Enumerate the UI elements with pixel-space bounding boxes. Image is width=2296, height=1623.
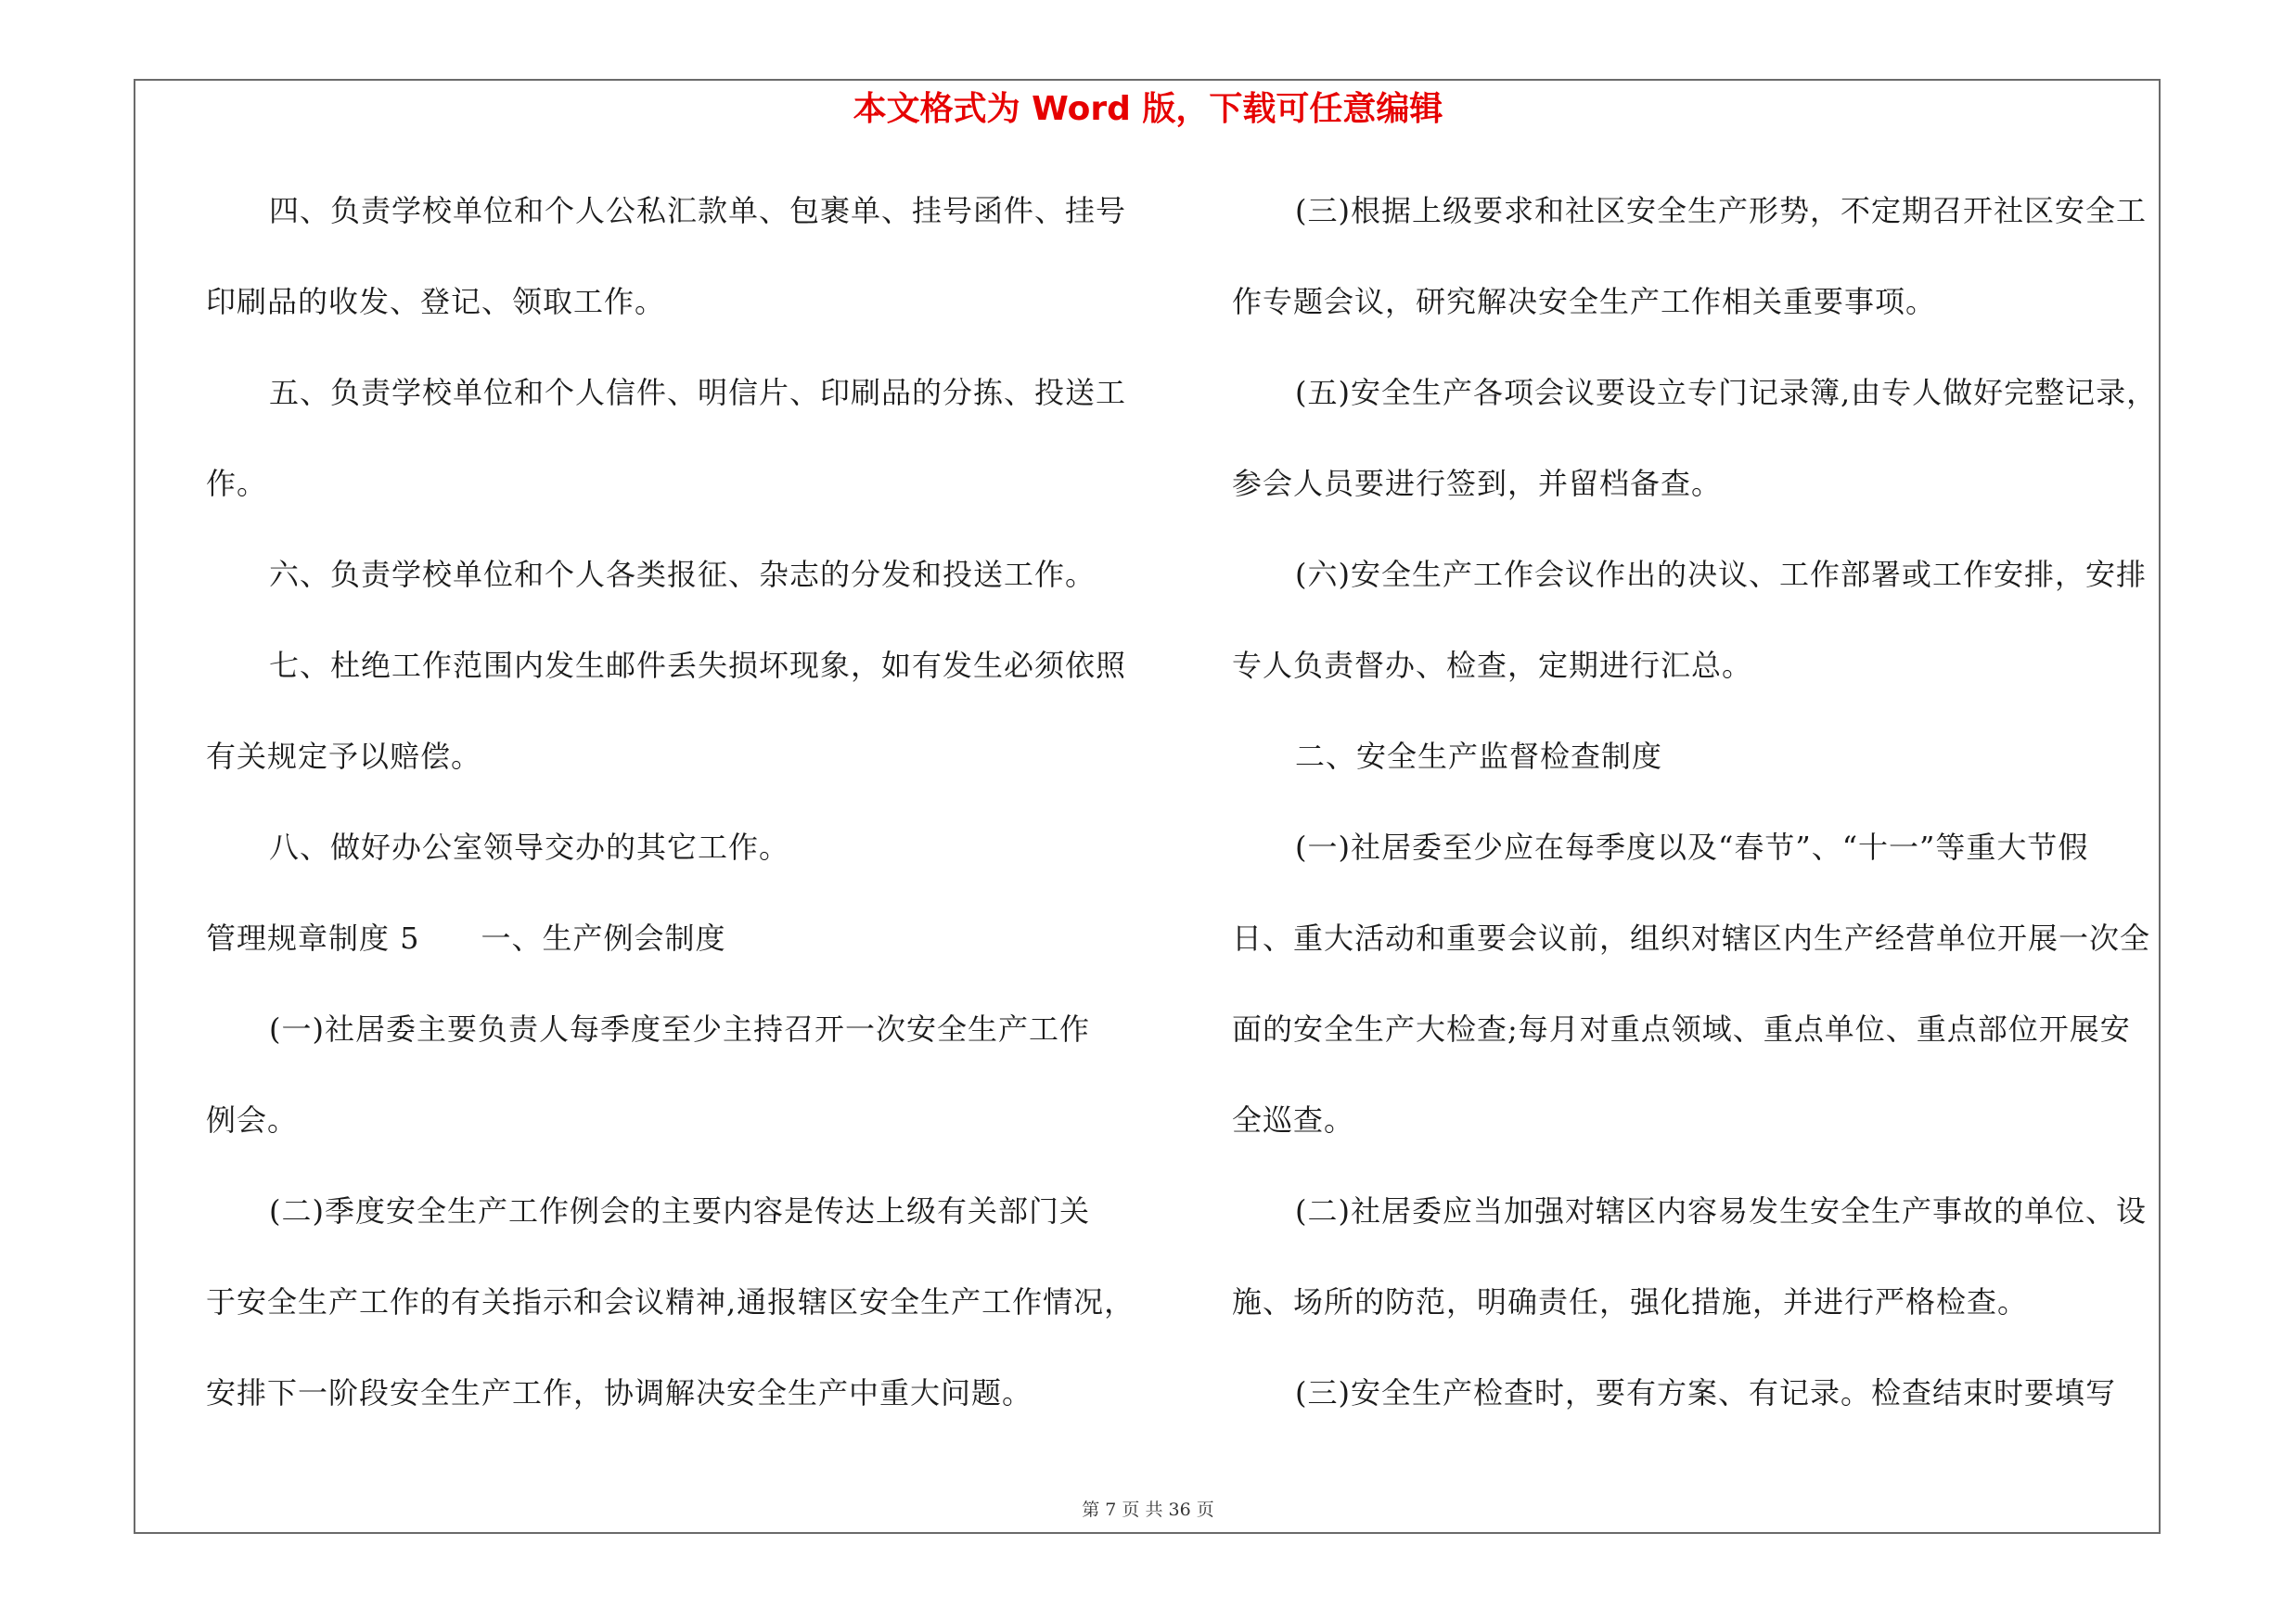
text-line: 四、负责学校单位和个人公私汇款单、包裹单、挂号函件、挂号 <box>269 193 1127 228</box>
text-line: 例会。 <box>206 1102 299 1138</box>
text-line: 面的安全生产大检查;每月对重点领域、重点单位、重点部位开展安 <box>1232 1011 2131 1047</box>
text-line: 作专题会议，研究解决安全生产工作相关重要事项。 <box>1232 284 1937 319</box>
text-line: 全巡查。 <box>1232 1102 1355 1138</box>
page-number: 第 7 页 共 36 页 <box>1082 1500 1214 1520</box>
text-line: (一)社居委至少应在每季度以及“春节”、“十一”等重大节假 <box>1295 830 2089 865</box>
text-line: 参会人员要进行签到，并留档备查。 <box>1232 466 1723 501</box>
text-line: 五、负责学校单位和个人信件、明信片、印刷品的分拣、投送工 <box>269 375 1127 410</box>
text-line: (六)安全生产工作会议作出的决议、工作部署或工作安排，安排 <box>1295 557 2147 592</box>
text-line: 有关规定予以赔偿。 <box>206 739 482 774</box>
text-line: 作。 <box>206 466 268 501</box>
text-line: 施、场所的防范，明确责任，强化措施，并进行严格检查。 <box>1232 1284 2029 1320</box>
text-line: 专人负责督办、检查，定期进行汇总。 <box>1232 648 1753 683</box>
text-line: 于安全生产工作的有关指示和会议精神,通报辖区安全生产工作情况， <box>206 1284 1135 1320</box>
text-line: (二)社居委应当加强对辖区内容易发生安全生产事故的单位、设 <box>1295 1193 2147 1229</box>
section-heading: 管理规章制度 5 一、生产例会制度 <box>206 921 726 956</box>
text-line: (三)安全生产检查时，要有方案、有记录。检查结束时要填写 <box>1295 1375 2116 1410</box>
right-column <box>1232 181 2169 1454</box>
text-line: (一)社居委主要负责人每季度至少主持召开一次安全生产工作 <box>269 1011 1090 1047</box>
text-line: 六、负责学校单位和个人各类报征、杂志的分发和投送工作。 <box>269 557 1097 592</box>
text-line: (五)安全生产各项会议要设立专门记录簿,由专人做好完整记录， <box>1295 375 2158 410</box>
text-line: 印刷品的收发、登记、领取工作。 <box>206 284 666 319</box>
text-line: 七、杜绝工作范围内发生邮件丢失损坏现象，如有发生必须依照 <box>269 648 1127 683</box>
left-column <box>206 181 1138 1454</box>
section-heading: 二、安全生产监督检查制度 <box>1295 739 1663 774</box>
text-line: 安排下一阶段安全生产工作，协调解决安全生产中重大问题。 <box>206 1375 1033 1410</box>
text-line: (二)季度安全生产工作例会的主要内容是传达上级有关部门关 <box>269 1193 1090 1229</box>
text-line: 八、做好办公室领导交办的其它工作。 <box>269 830 790 865</box>
text-line: 日、重大活动和重要会议前，组织对辖区内生产经营单位开展一次全 <box>1232 921 2151 956</box>
text-line: (三)根据上级要求和社区安全生产形势，不定期召开社区安全工 <box>1295 193 2147 228</box>
word-format-banner: 本文格式为 Word 版，下载可任意编辑 <box>853 90 1443 128</box>
